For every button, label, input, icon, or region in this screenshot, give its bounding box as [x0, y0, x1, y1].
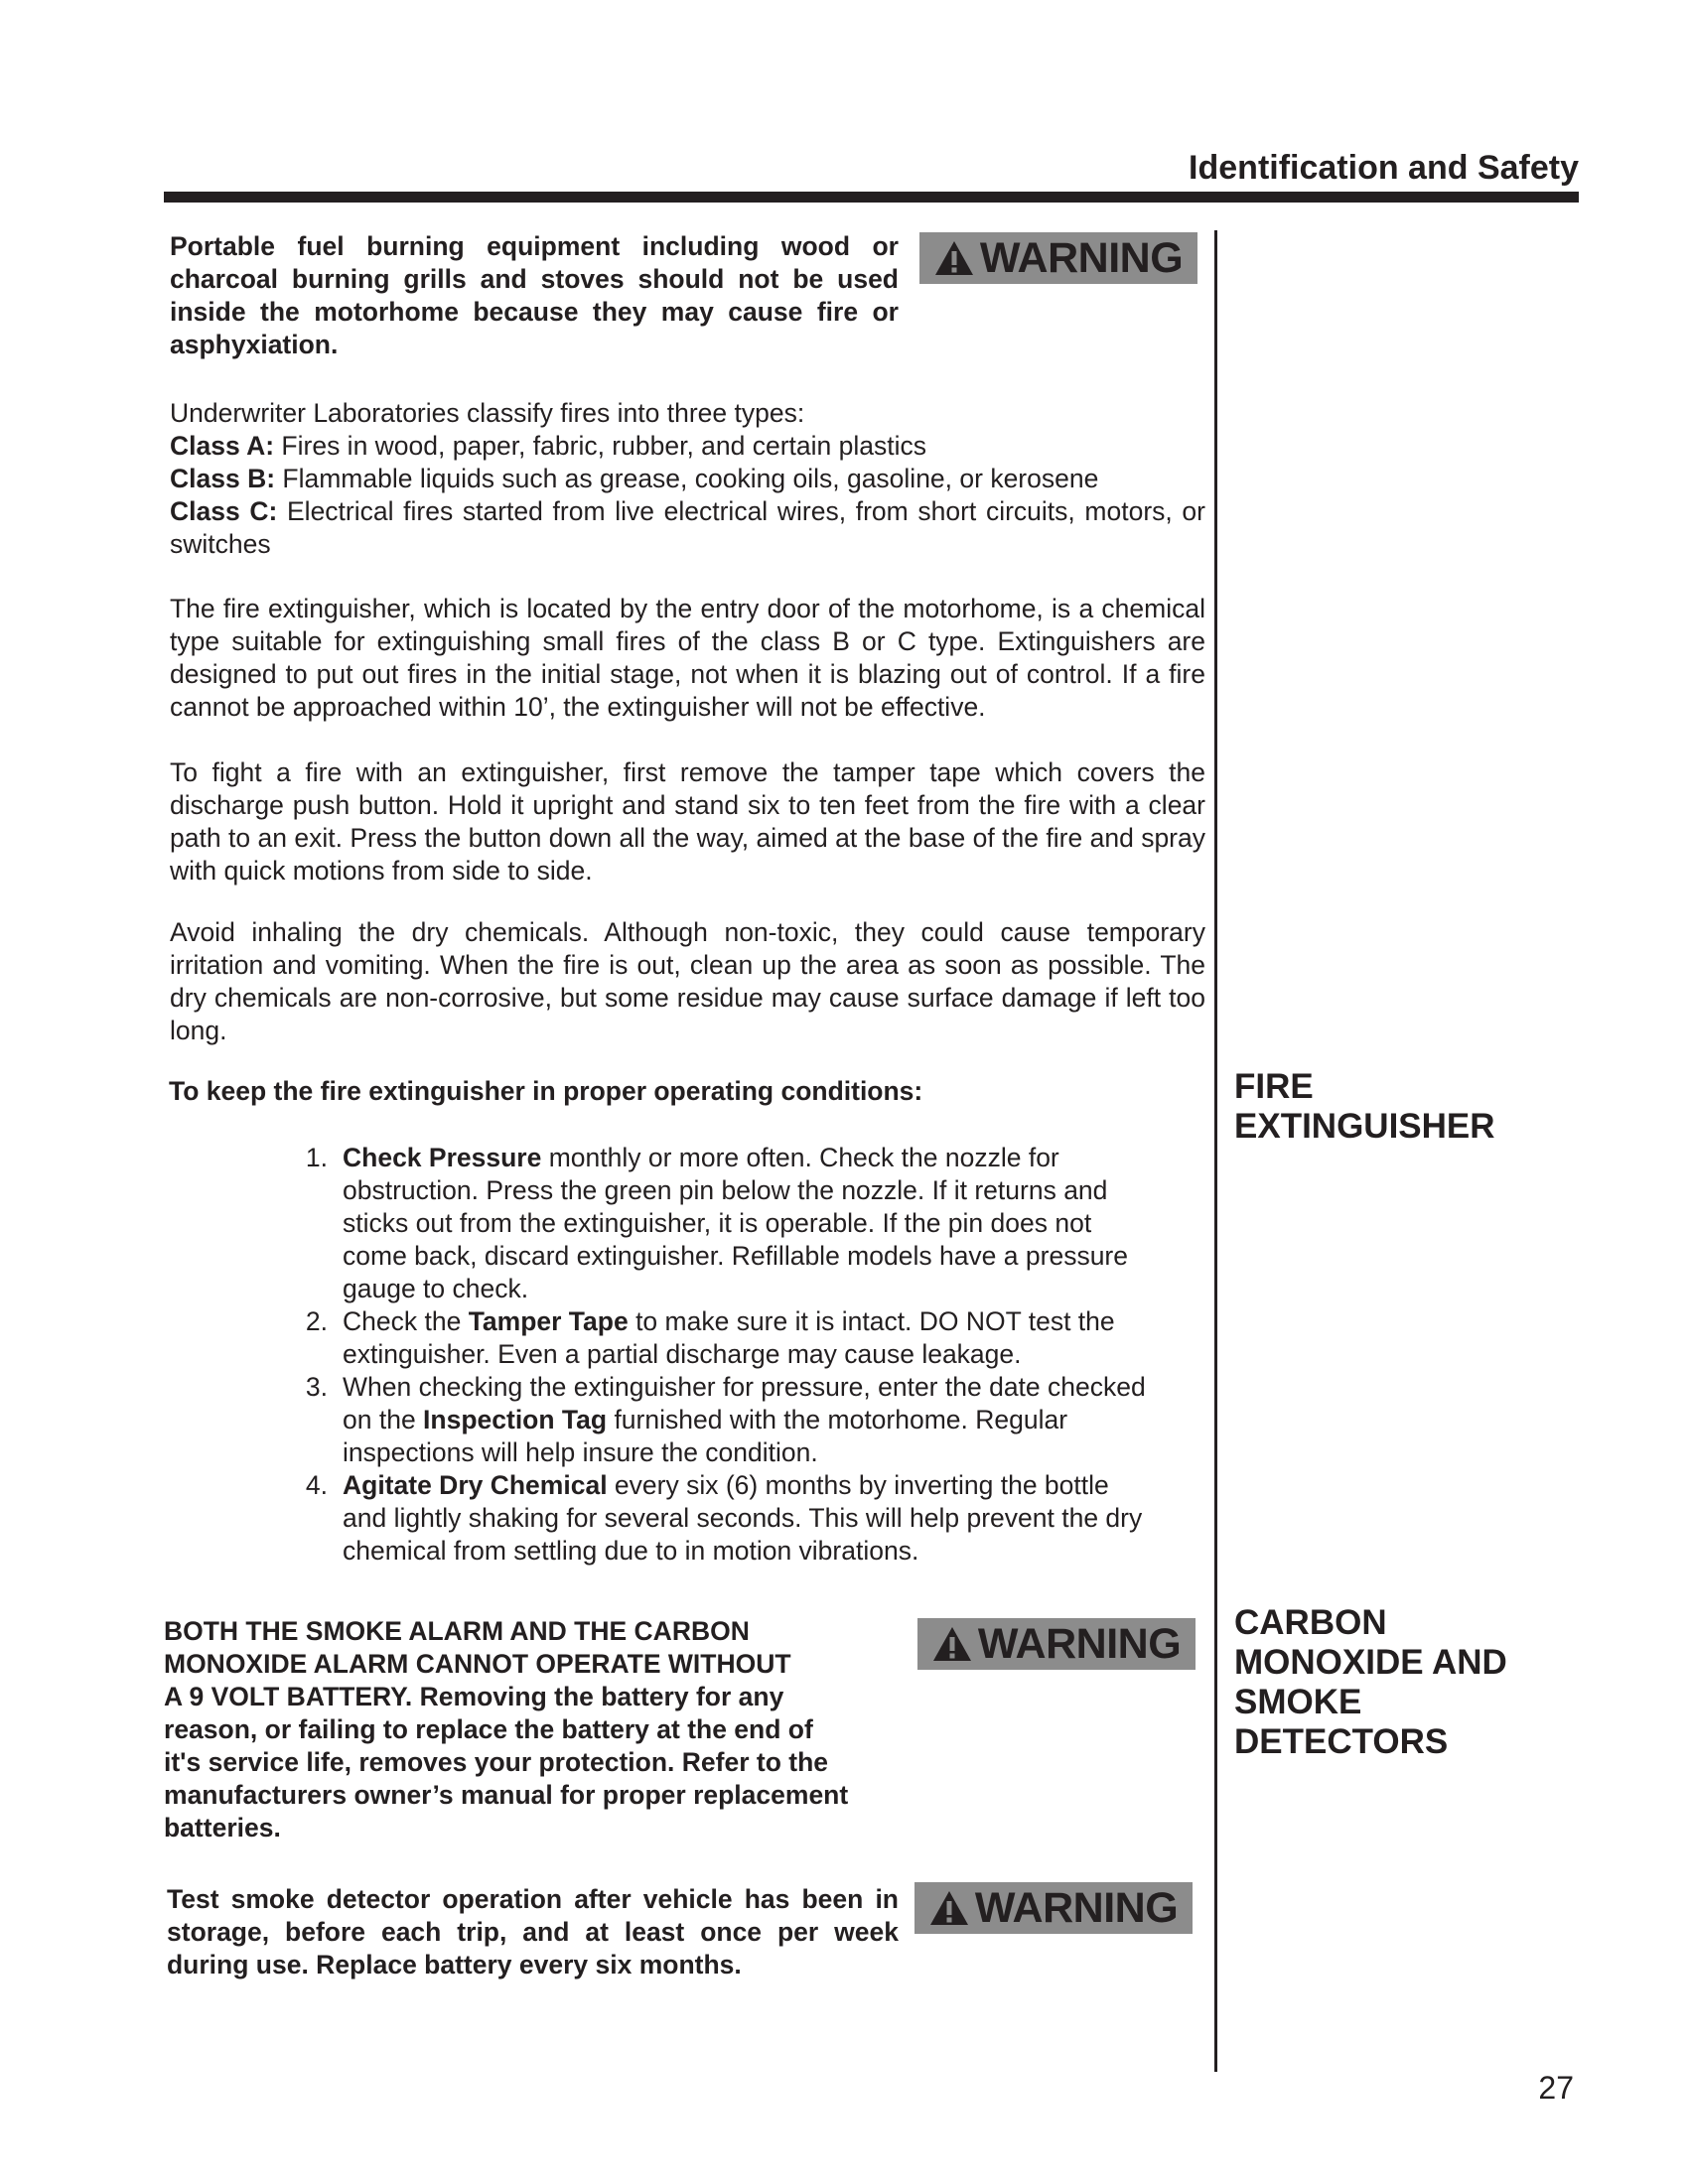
step-text: When checking the extinguisher for pressure, enter the date checked: [343, 1372, 1146, 1402]
dry-chemical-paragraph: Avoid inhaling the dry chemicals. Although non-toxic, they could cause temporary irritation and vomiting. When the fire is out, clean up the area as soon as possible. The dry chemicals are non-corrosive, but some residue may cause surface damage if left too long.: [170, 917, 1205, 1045]
warning-text-smoke-test: Test smoke detector operation after vehicle has been in storage, before each trip, and at least once per week during use. Replace battery every six months.: [167, 1884, 899, 1979]
step-number: 3.: [305, 1372, 328, 1402]
warning-label: WARNING: [979, 233, 1184, 282]
page-number: 27: [1538, 2070, 1574, 2106]
side-heading-line: MONOXIDE AND: [1234, 1643, 1507, 1682]
step-number: 2.: [305, 1306, 328, 1336]
step-keyword: Inspection Tag: [423, 1405, 608, 1434]
extinguisher-location-paragraph: The fire extinguisher, which is located by the entry door of the motorhome, is a chemical type suitable for extinguishing small fires of the class B or C type. Extinguishers are designed to put out fires in the initial stage, not when it is blazing out of control. If a fire cannot be approached within 10’, the extinguisher will not be effective.: [170, 594, 1205, 722]
fire-class-b: [170, 463, 1205, 495]
warning-triangle-icon: [934, 240, 974, 276]
warning-label: WARNING: [977, 1619, 1182, 1668]
step-text: monthly or more often. Check the nozzle for: [541, 1143, 1059, 1172]
fire-class-label: Class C:: [170, 496, 278, 526]
step-text: on the: [343, 1405, 424, 1434]
list-item: [288, 1142, 1201, 1305]
warning-line: A 9 VOLT BATTERY. Removing the battery for any: [164, 1682, 784, 1711]
side-heading-fire-extinguisher: [1234, 1067, 1495, 1147]
step-number: 1.: [305, 1143, 328, 1172]
step-text: Check the: [343, 1306, 469, 1336]
fire-class-c: [170, 495, 1205, 561]
list-item: [288, 1469, 1201, 1568]
step-text: to make sure it is intact. DO NOT test the: [628, 1306, 1115, 1336]
fire-class-desc: Fires in wood, paper, fabric, rubber, and certain plastics: [274, 431, 927, 461]
side-heading-detectors: [1234, 1603, 1507, 1762]
fire-class-label: Class A:: [170, 431, 275, 461]
warning-badge: [914, 1882, 1193, 1934]
step-keyword: Agitate Dry Chemical: [343, 1470, 608, 1500]
maintenance-heading: To keep the fire extinguisher in proper operating conditions:: [169, 1076, 923, 1106]
step-text: furnished with the motorhome. Regular: [607, 1405, 1068, 1434]
fire-classes-intro: Underwriter Laboratories classify fires into three types:: [170, 398, 805, 428]
step-text: inspections will help insure the condition.: [343, 1437, 818, 1467]
list-item: [288, 1305, 1201, 1371]
warning-triangle-icon: [929, 1890, 969, 1926]
warning-line: reason, or failing to replace the battery at the end of: [164, 1714, 813, 1744]
warning-line: BOTH THE SMOKE ALARM AND THE CARBON: [164, 1616, 750, 1646]
section-title: Identification and Safety: [1189, 149, 1579, 187]
warning-label: WARNING: [974, 1883, 1179, 1932]
step-keyword: Check Pressure: [343, 1143, 542, 1172]
warning-line: manufacturers owner’s manual for proper replacement: [164, 1780, 849, 1810]
step-text: and lightly shaking for several seconds. This will help prevent the dry: [343, 1503, 1143, 1533]
step-text: every six (6) months by inverting the bottle: [607, 1470, 1109, 1500]
fire-classes: [170, 397, 1205, 561]
warning-line: batteries.: [164, 1813, 281, 1843]
header-rule: [164, 192, 1579, 203]
fire-class-desc: Electrical fires started from live electrical wires, from short circuits, motors, or switches: [170, 496, 1205, 559]
side-heading-line: DETECTORS: [1234, 1722, 1449, 1761]
fire-class-desc: Flammable liquids such as grease, cooking oils, gasoline, or kerosene: [275, 464, 1099, 493]
step-number: 4.: [305, 1470, 328, 1500]
side-heading-line: SMOKE: [1234, 1683, 1362, 1721]
column-divider: [1214, 230, 1217, 2072]
warning-line: it's service life, removes your protection. Refer to the: [164, 1747, 829, 1777]
warning-badge: [919, 232, 1197, 284]
warning-badge: [917, 1618, 1196, 1670]
warning-text-fuel-equipment: Portable fuel burning equipment including wood or charcoal burning grills and stoves should not be used inside the motorhome because they may cause fire or asphyxiation.: [170, 231, 899, 359]
side-heading-line: FIRE: [1234, 1067, 1314, 1106]
step-keyword: Tamper Tape: [468, 1306, 629, 1336]
step-text: sticks out from the extinguisher, it is operable. If the pin does not: [343, 1208, 1092, 1238]
fire-class-a: [170, 430, 1205, 463]
warning-line: MONOXIDE ALARM CANNOT OPERATE WITHOUT: [164, 1649, 791, 1679]
step-text: gauge to check.: [343, 1274, 529, 1303]
step-text: extinguisher. Even a partial discharge may cause leakage.: [343, 1339, 1022, 1369]
step-text: chemical from settling due to in motion vibrations.: [343, 1536, 919, 1566]
step-text: come back, discard extinguisher. Refillable models have a pressure: [343, 1241, 1128, 1271]
step-text: obstruction. Press the green pin below the nozzle. If it returns and: [343, 1175, 1108, 1205]
warning-text-battery: [164, 1615, 899, 1844]
side-heading-line: EXTINGUISHER: [1234, 1107, 1495, 1146]
warning-triangle-icon: [932, 1626, 972, 1662]
maintenance-steps: [288, 1142, 1201, 1568]
fire-class-label: Class B:: [170, 464, 276, 493]
fighting-fire-paragraph: To fight a fire with an extinguisher, first remove the tamper tape which covers the discharge push button. Hold it upright and stand six to ten feet from the fire with a clear path to an exit. Press the button down all the way, aimed at the base of the fire and spray with quick motions from side to side.: [170, 757, 1205, 886]
side-heading-line: CARBON: [1234, 1603, 1387, 1642]
list-item: [288, 1371, 1201, 1469]
